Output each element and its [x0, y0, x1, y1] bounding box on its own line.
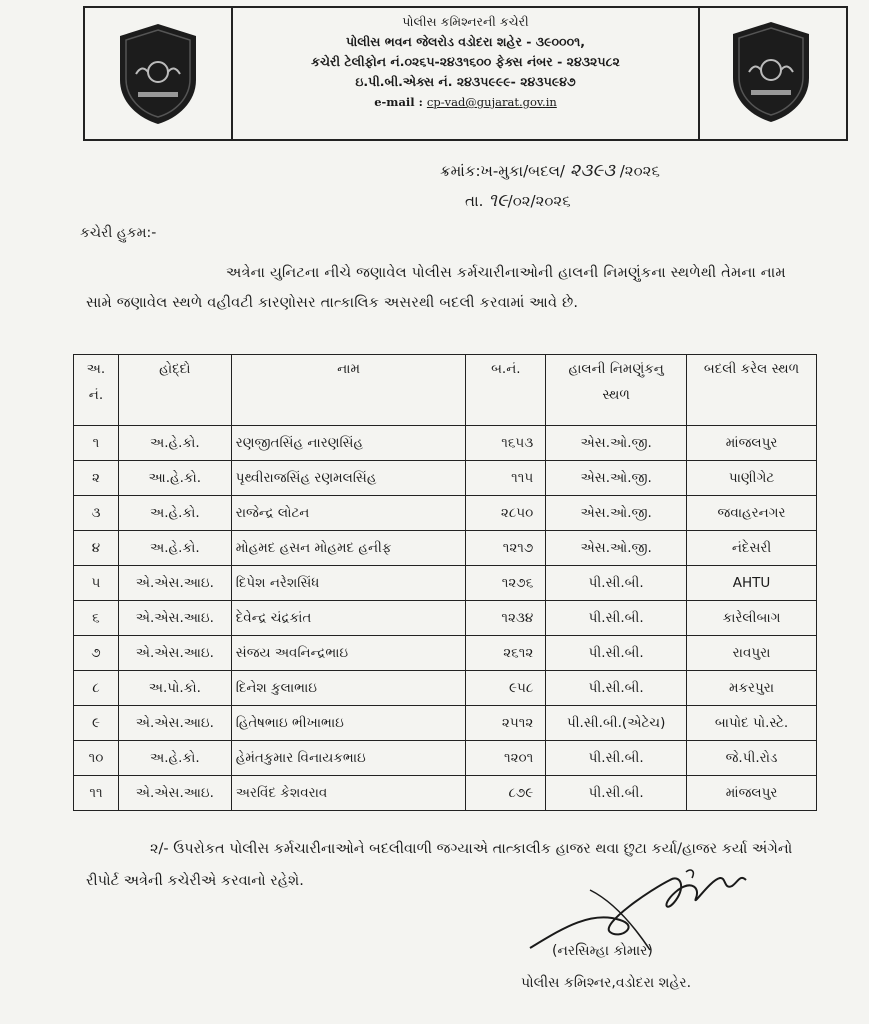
- table-row: [74, 531, 817, 566]
- table-row: [74, 566, 817, 601]
- cell-badge: ૧૨૧૭: [466, 531, 546, 566]
- police-badge-icon: [729, 20, 813, 124]
- cell-transfer: જવાહરનગર: [687, 496, 817, 531]
- cell-transfer: પાણીગેટ: [687, 461, 817, 496]
- date-prefix: તા.: [465, 192, 484, 210]
- reference-year: /૨૦૨૬: [619, 162, 660, 180]
- cell-name: સંજય અવનિન્દ્રભાઇ: [231, 636, 466, 671]
- reference-prefix: ક્રમાંક:ખ-મુકા/બદલ/: [440, 162, 565, 180]
- cell-name: હેમંતકુમાર વિનાયકભાઇ: [231, 741, 466, 776]
- date-rest: /૦૨/૨૦૨૬: [507, 192, 571, 210]
- cell-name: પૃથ્વીરાજસિંહ રણમલસિંહ: [231, 461, 466, 496]
- table-row: [74, 636, 817, 671]
- email-label: e-mail :: [374, 95, 423, 109]
- table-row: [74, 601, 817, 636]
- cell-name: રણજીતસિંહ નારણસિંહ: [231, 426, 466, 461]
- transfer-table: [73, 354, 817, 811]
- table-row: [74, 461, 817, 496]
- cell-name: રાજેન્દ્ર લોટન: [231, 496, 466, 531]
- cell-serial: ૧: [74, 426, 119, 461]
- email-address[interactable]: cp-vad@gujarat.gov.in: [426, 95, 557, 109]
- signatory-name: (નરસિમ્હા કોમાર): [552, 943, 653, 959]
- cell-current: પી.સી.બી.: [546, 776, 687, 811]
- table-row: [74, 706, 817, 741]
- header-badge: બ.નં.: [466, 355, 546, 426]
- order-heading: કચેરી હુકમ:-: [80, 225, 157, 241]
- cell-post: અ.પો.કો.: [118, 671, 231, 706]
- header-current-posting: [546, 355, 687, 426]
- cell-transfer: માંજલપુર: [687, 776, 817, 811]
- header-current-line1: હાલની નિમણુંકનુ: [568, 361, 664, 377]
- cell-serial: ૯: [74, 706, 119, 741]
- table-row: [74, 496, 817, 531]
- cell-current: પી.સી.બી.: [546, 741, 687, 776]
- cell-current: પી.સી.બી.: [546, 566, 687, 601]
- cell-transfer: AHTU: [687, 566, 817, 601]
- cell-serial: ૩: [74, 496, 119, 531]
- office-pbx: ઇ.પી.બી.એક્સ નં. ૨૪૩૫૯૯૯- ૨૪૩૫૯૪૭: [355, 74, 576, 89]
- cell-transfer: મકરપુરા: [687, 671, 817, 706]
- cell-current: એસ.ઓ.જી.: [546, 531, 687, 566]
- cell-current: પી.સી.બી.: [546, 671, 687, 706]
- police-badge-icon: [116, 22, 200, 126]
- cell-name: દિપેશ નરેશસિંધ: [231, 566, 466, 601]
- order-paragraph: [86, 258, 812, 318]
- cell-serial: ૮: [74, 671, 119, 706]
- letterhead-text: [233, 8, 698, 139]
- cell-current: પી.સી.બી.: [546, 636, 687, 671]
- cell-badge: ૧૨૩૪: [466, 601, 546, 636]
- cell-current: પી.સી.બી.: [546, 601, 687, 636]
- signatory-designation: પોલીસ કમિશ્નર,વડોદરા શહેર.: [521, 975, 692, 991]
- reference-handwritten-number: ૨૩૯૩: [569, 160, 615, 181]
- cell-post: એ.એસ.આઇ.: [118, 636, 231, 671]
- header-serial-line2: નં.: [88, 387, 104, 403]
- handwritten-signature: [500, 860, 750, 955]
- header-current-line2: સ્થળ: [602, 387, 630, 403]
- cell-post: એ.એસ.આઇ.: [118, 566, 231, 601]
- cell-name: મોહમદ હસન મોહમદ હનીફ: [231, 531, 466, 566]
- cell-current: પી.સી.બી.(એટેચ): [546, 706, 687, 741]
- cell-badge: ૨૬૧૨: [466, 636, 546, 671]
- header-post: હોદ્દો: [118, 355, 231, 426]
- cell-name: અરવિંદ કેશવરાવ: [231, 776, 466, 811]
- table-row: [74, 671, 817, 706]
- cell-badge: ૧૨૦૧: [466, 741, 546, 776]
- reference-number: [440, 160, 660, 181]
- cell-transfer: જે.પી.રોડ: [687, 741, 817, 776]
- cell-post: અ.હે.કો.: [118, 531, 231, 566]
- office-address: પોલીસ ભવન જેલરોડ વડોદરા શહેર - ૩૯૦૦૦૧,: [346, 34, 585, 49]
- cell-transfer: માંજલપુર: [687, 426, 817, 461]
- cell-badge: ૯૫૮: [466, 671, 546, 706]
- cell-transfer: કારેલીબાગ: [687, 601, 817, 636]
- cell-badge: ૧૬૫૩: [466, 426, 546, 461]
- header-serial: [74, 355, 119, 426]
- header-serial-line1: અ.: [86, 361, 106, 377]
- cell-name: દેવેન્દ્ર ચંદ્રકાંત: [231, 601, 466, 636]
- cell-post: આ.હે.કો.: [118, 461, 231, 496]
- cell-serial: ૧૦: [74, 741, 119, 776]
- cell-name: હિતેષભાઇ ભીખાભાઇ: [231, 706, 466, 741]
- cell-badge: ૨૮૫૦: [466, 496, 546, 531]
- cell-post: એ.એસ.આઇ.: [118, 776, 231, 811]
- cell-current: એસ.ઓ.જી.: [546, 426, 687, 461]
- office-name: પોલીસ કમિશ્નરની કચેરી: [402, 14, 529, 29]
- cell-serial: ૭: [74, 636, 119, 671]
- date-handwritten-day: ૧૯: [488, 190, 508, 211]
- cell-current: એસ.ઓ.જી.: [546, 461, 687, 496]
- cell-badge: ૨૫૧૨: [466, 706, 546, 741]
- cell-serial: ૧૧: [74, 776, 119, 811]
- letterhead-left-emblem-cell: [85, 8, 233, 139]
- cell-post: અ.હે.કો.: [118, 741, 231, 776]
- cell-current: એસ.ઓ.જી.: [546, 496, 687, 531]
- cell-post: એ.એસ.આઇ.: [118, 706, 231, 741]
- cell-serial: ૫: [74, 566, 119, 601]
- cell-serial: ૬: [74, 601, 119, 636]
- cell-post: અ.હે.કો.: [118, 496, 231, 531]
- table-row: [74, 741, 817, 776]
- cell-badge: ૮૭૯: [466, 776, 546, 811]
- table-row: [74, 776, 817, 811]
- letterhead: [83, 6, 848, 141]
- order-paragraph-text: અત્રેના યુનિટના નીચે જણાવેલ પોલીસ કર્મચારીનાઓની હાલની નિમણુંકના સ્થળેથી તેમના નામ સામે જણાવેલ સ્થળે વહીવટી કારણોસર તાત્કાલિક અસરથી બદલી કરવામાં આવે છે.: [86, 265, 786, 311]
- cell-transfer: રાવપુરા: [687, 636, 817, 671]
- header-name: નામ: [231, 355, 466, 426]
- cell-badge: ૧૧૫: [466, 461, 546, 496]
- header-transfer-place: બદલી કરેલ સ્થળ: [687, 355, 817, 426]
- cell-name: દિનેશ કુલાભાઇ: [231, 671, 466, 706]
- table-row: [74, 426, 817, 461]
- cell-badge: ૧૨૭૬: [466, 566, 546, 601]
- cell-serial: ૪: [74, 531, 119, 566]
- cell-transfer: નંદેસરી: [687, 531, 817, 566]
- reference-date: [465, 190, 571, 211]
- cell-serial: ૨: [74, 461, 119, 496]
- letterhead-right-emblem-cell: [698, 8, 846, 139]
- cell-transfer: બાપોદ પો.સ્ટે.: [687, 706, 817, 741]
- office-email-line: [233, 92, 698, 112]
- cell-post: એ.એસ.આઇ.: [118, 601, 231, 636]
- cell-post: અ.હે.કો.: [118, 426, 231, 461]
- instruction-paragraph-text: ૨/- ઉપરોકત પોલીસ કર્મચારીનાઓને બદલીવાળી જગ્યાએ તાત્કાલીક હાજર થવા છુટા કર્યા/હાજર કર્યા અંગેનો રીપોર્ટ અત્રેની કચેરીએ કરવાનો રહેશે.: [86, 841, 793, 889]
- office-phone: કચેરી ટેલીફોન નં.૦૨૬૫-૨૪૩૧૬૦૦ ફેક્સ નંબર - ૨૪૩૨૫૮૨: [311, 54, 620, 69]
- table-header-row: [74, 355, 817, 426]
